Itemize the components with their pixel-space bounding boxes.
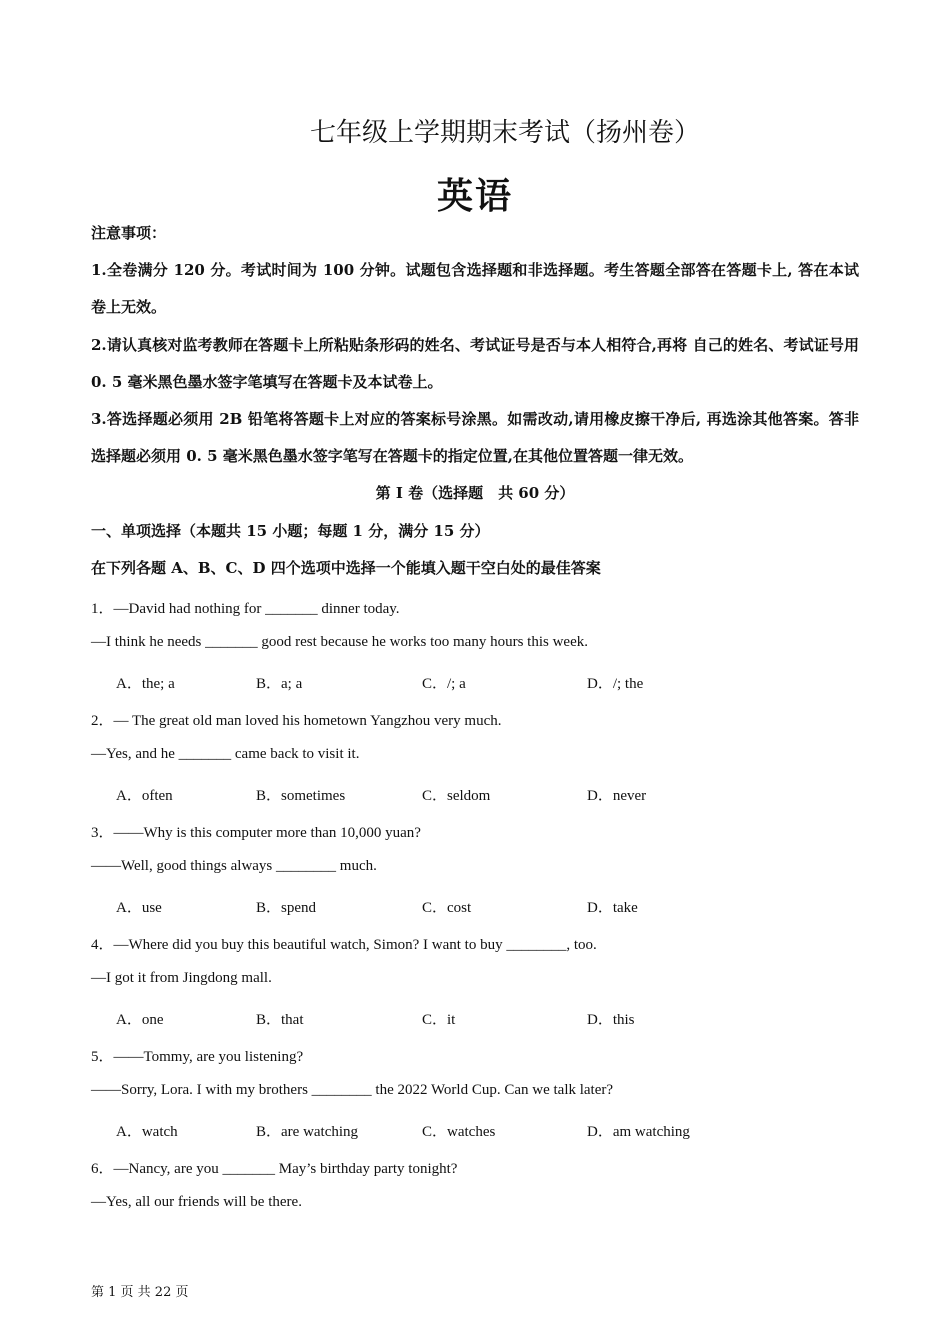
page-number: 第 1 页 共 22 页 bbox=[91, 1285, 189, 1300]
question-options bbox=[116, 896, 816, 916]
option-d: D．/; the bbox=[587, 676, 644, 692]
option-b: B．are watching bbox=[256, 1124, 359, 1140]
option-d: D．this bbox=[587, 1012, 635, 1028]
question-stem: 4．—Where did you buy this beautiful watch, Simon? I want to buy ________, too. bbox=[91, 937, 597, 953]
option-a: A．one bbox=[116, 1012, 164, 1028]
option-b: B．that bbox=[256, 1012, 304, 1028]
option-a: A．often bbox=[116, 788, 173, 804]
question-stem: 2．— The great old man loved his hometown Yangzhou very much. bbox=[91, 713, 502, 729]
section-title: 一、单项选择（本题共 15 小题；每题 1 分，满分 15 分） bbox=[91, 522, 490, 540]
option-c: C．seldom bbox=[422, 788, 491, 804]
option-c: C．/; a bbox=[422, 676, 466, 692]
question-stem: ——Well, good things always ________ much. bbox=[91, 858, 377, 874]
question-stem: 1．—David had nothing for _______ dinner today. bbox=[91, 601, 400, 617]
section-instruction: 在下列各题 A、B、C、D 四个选项中选择一个能填入题干空白处的最佳答案 bbox=[91, 559, 601, 577]
notice-item: 2.请认真核对监考教师在答题卡上所粘贴条形码的姓名、考试证号是否与本人相符合,再将 自己的姓名、考试证号用 0. 5 毫米黑色墨水签字笔填写在答题卡及本试卷上。 bbox=[91, 336, 859, 391]
option-a: A．the; a bbox=[116, 676, 175, 692]
question-options bbox=[116, 1120, 816, 1140]
subject-title: 英语 bbox=[436, 175, 513, 217]
option-b: B．sometimes bbox=[256, 788, 346, 804]
question-options bbox=[116, 1008, 816, 1028]
question-stem: —I got it from Jingdong mall. bbox=[91, 970, 272, 986]
exam-title: 七年级上学期期末考试（扬州卷） bbox=[309, 118, 700, 148]
question-options bbox=[116, 784, 816, 804]
option-a: A．use bbox=[116, 900, 162, 916]
question-stem: 6．—Nancy, are you _______ May’s birthday party tonight? bbox=[91, 1161, 458, 1177]
part-title: 第 I 卷（选择题 共 60 分） bbox=[375, 484, 575, 502]
notice-item: 1.全卷满分 120 分。考试时间为 100 分钟。试题包含选择题和非选择题。考生答题全部答在答题卡上, 答在本试卷上无效。 bbox=[91, 261, 859, 316]
notice-heading: 注意事项： bbox=[91, 224, 167, 242]
question-stem: —Yes, and he _______ came back to visit it. bbox=[91, 746, 360, 762]
option-d: D．never bbox=[587, 788, 647, 804]
notice-item: 3.答选择题必须用 2B 铅笔将答题卡上对应的答案标号涂黑。如需改动,请用橡皮擦干净后, 再选涂其他答案。答非选择题必须用 0. 5 毫米黑色墨水签字笔写在答题卡的指定位置,在其他位置答题一律无效。 bbox=[91, 410, 859, 465]
option-d: D．take bbox=[587, 900, 638, 916]
question-stem: 5．——Tommy, are you listening? bbox=[91, 1049, 304, 1065]
question-stem: 3．——Why is this computer more than 10,000 yuan? bbox=[91, 825, 421, 841]
option-c: C．cost bbox=[422, 900, 472, 916]
question-stem: —I think he needs _______ good rest because he works too many hours this week. bbox=[91, 634, 588, 650]
question-options bbox=[116, 672, 816, 692]
option-b: B．a; a bbox=[256, 676, 303, 692]
question-stem: —Yes, all our friends will be there. bbox=[91, 1194, 302, 1210]
option-d: D．am watching bbox=[587, 1124, 690, 1140]
question-stem: ——Sorry, Lora. I with my brothers ________ the 2022 World Cup. Can we talk later? bbox=[91, 1082, 614, 1098]
option-c: C．watches bbox=[422, 1124, 496, 1140]
option-a: A．watch bbox=[116, 1124, 178, 1140]
option-b: B．spend bbox=[256, 900, 317, 916]
option-c: C．it bbox=[422, 1012, 456, 1028]
